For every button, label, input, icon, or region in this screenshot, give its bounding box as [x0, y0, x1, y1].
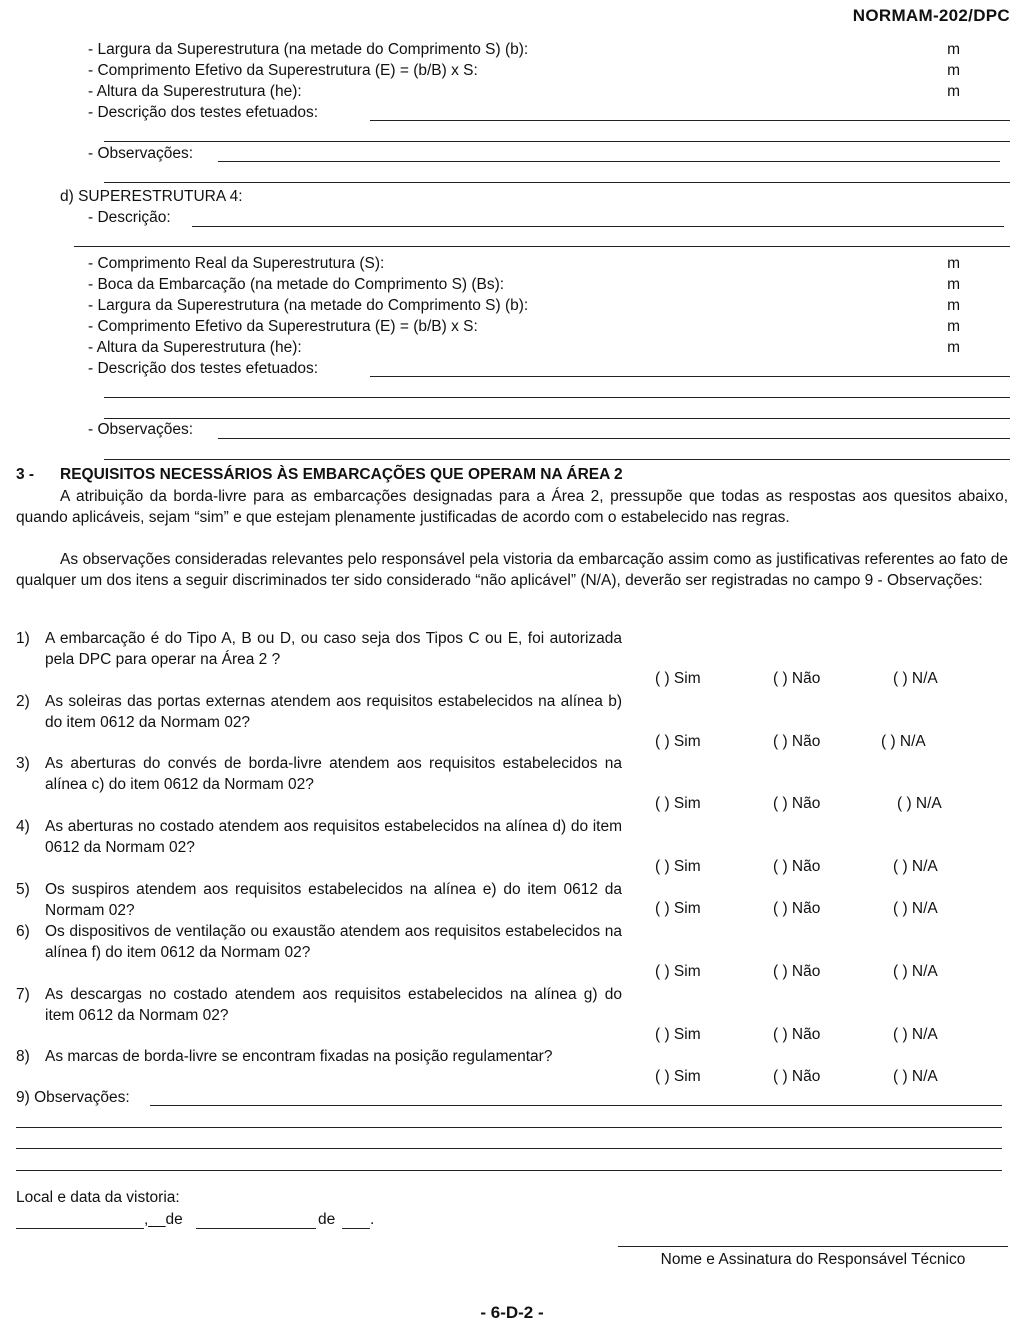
question-text: A embarcação é do Tipo A, B ou D, ou caso seja dos Tipos C ou E, foi autorizada pela DPC para operar na Área 2 ?: [45, 630, 622, 668]
question-number: 5): [16, 881, 30, 898]
comprimento-real-row: [88, 254, 1010, 274]
question-text: As marcas de borda-livre se encontram fixadas na posição regulamentar?: [45, 1048, 553, 1065]
day-month-field[interactable]: [196, 1228, 316, 1229]
comprimento-efetivo-row: [88, 317, 1010, 337]
superestrutura4-title: d) SUPERESTRUTURA 4:: [60, 188, 243, 205]
question-8: [16, 1046, 622, 1067]
signature-line[interactable]: [618, 1246, 1008, 1247]
descricao-line-2[interactable]: [74, 246, 1010, 247]
option-sim[interactable]: ( ) Sim: [655, 858, 701, 875]
option-nao[interactable]: ( ) Não: [773, 670, 821, 687]
row-label: - Largura da Superestrutura (na metade do Comprimento S) (b):: [88, 41, 529, 58]
unit-label: m: [947, 41, 960, 58]
descricao-row: [88, 208, 1010, 228]
question-number: 6): [16, 923, 30, 940]
testes-line-2[interactable]: [104, 397, 1010, 398]
question-2: [16, 691, 622, 733]
option-na[interactable]: ( ) N/A: [893, 858, 938, 875]
local-de-2: de: [318, 1211, 336, 1228]
observacoes-row: [88, 420, 1010, 440]
page-number: - 6-D-2 -: [480, 1303, 544, 1322]
section3-paragraph-2: As observações consideradas relevantes pelo responsável pela vistoria da embarcação assim como as justificativas referentes ao fato de qualquer um dos itens a seguir discriminados ter sido considerado “não aplicável” (N/A), deverão ser registradas no campo 9 - Observações:: [16, 551, 1008, 589]
boca-row: [88, 275, 1010, 295]
option-sim[interactable]: ( ) Sim: [655, 1068, 701, 1085]
question-7: [16, 984, 622, 1026]
option-nao[interactable]: ( ) Não: [773, 795, 821, 812]
row-label: - Altura da Superestrutura (he):: [88, 339, 302, 356]
altura-row: [88, 338, 1010, 358]
option-na[interactable]: ( ) N/A: [893, 1068, 938, 1085]
question-1: [16, 628, 622, 670]
question-number: 1): [16, 630, 30, 647]
option-nao[interactable]: ( ) Não: [773, 858, 821, 875]
option-nao[interactable]: ( ) Não: [773, 1068, 821, 1085]
row-label: - Largura da Superestrutura (na metade do Comprimento S) (b):: [88, 297, 529, 314]
signature-label: Nome e Assinatura do Responsável Técnico: [660, 1251, 966, 1268]
observacoes9-label: 9) Observações:: [16, 1089, 130, 1106]
largura-row: [88, 40, 1010, 60]
question-text: As descargas no costado atendem aos requisitos estabelecidos na alínea g) do item 0612 da Normam 02?: [45, 986, 622, 1024]
question-5: [16, 879, 622, 921]
observacoes-line[interactable]: [218, 438, 1010, 439]
option-sim[interactable]: ( ) Sim: [655, 1026, 701, 1043]
testes-line[interactable]: [370, 376, 1010, 377]
observacoes-label: - Observações:: [88, 145, 194, 162]
local-field[interactable]: [16, 1228, 144, 1229]
unit-label: m: [947, 255, 960, 272]
document-code: NORMAM-202/DPC: [852, 6, 1010, 25]
observacoes-label: - Observações:: [88, 421, 194, 438]
unit-label: m: [947, 339, 960, 356]
testes-label: - Descrição dos testes efetuados:: [88, 360, 319, 377]
year-field[interactable]: [342, 1228, 370, 1229]
option-nao[interactable]: ( ) Não: [773, 963, 821, 980]
question-text: Os suspiros atendem aos requisitos estabelecidos na alínea e) do item 0612 da Normam 02?: [45, 881, 622, 919]
row-label: - Boca da Embarcação (na metade do Comprimento S) (Bs):: [88, 276, 505, 293]
question-text: As aberturas do convés de borda-livre atendem aos requisitos estabelecidos na alínea c) do item 0612 da Normam 02?: [45, 755, 622, 793]
descricao-line[interactable]: [192, 226, 1004, 227]
testes-line-3[interactable]: [104, 418, 1010, 419]
question-3: [16, 753, 622, 795]
unit-label: m: [947, 83, 960, 100]
option-sim[interactable]: ( ) Sim: [655, 733, 701, 750]
option-nao[interactable]: ( ) Não: [773, 1026, 821, 1043]
option-sim[interactable]: ( ) Sim: [655, 795, 701, 812]
question-number: 4): [16, 818, 30, 835]
observacoes-line-2[interactable]: [104, 459, 1010, 460]
testes-label: - Descrição dos testes efetuados:: [88, 104, 319, 121]
local-end: .: [370, 1211, 375, 1228]
section3-number: 3 -: [16, 466, 35, 483]
unit-label: m: [947, 276, 960, 293]
question-6: [16, 921, 622, 963]
unit-label: m: [947, 297, 960, 314]
question-number: 3): [16, 755, 30, 772]
option-na[interactable]: ( ) N/A: [893, 670, 938, 687]
local-de-1: ,__de: [144, 1211, 183, 1228]
question-text: Os dispositivos de ventilação ou exaustão atendem aos requisitos estabelecidos na alínea f) do item 0612 da Normam 02?: [45, 923, 622, 961]
observacoes9-line-4[interactable]: [16, 1170, 1002, 1171]
observacoes-line[interactable]: [218, 161, 1000, 162]
question-number: 7): [16, 986, 30, 1003]
question-number: 8): [16, 1048, 30, 1065]
option-sim[interactable]: ( ) Sim: [655, 670, 701, 687]
option-sim[interactable]: ( ) Sim: [655, 963, 701, 980]
observacoes9-line-2[interactable]: [16, 1127, 1002, 1128]
question-number: 2): [16, 693, 30, 710]
question-4: [16, 816, 622, 858]
unit-label: m: [947, 62, 960, 79]
observacoes9-line-3[interactable]: [16, 1148, 1002, 1149]
question-text: As soleiras das portas externas atendem aos requisitos estabelecidos na alínea b) do item 0612 da Normam 02?: [45, 693, 622, 731]
section3-title: REQUISITOS NECESSÁRIOS ÀS EMBARCAÇÕES QUE OPERAM NA ÁREA 2: [60, 466, 623, 483]
altura-row: [88, 82, 1010, 102]
option-na[interactable]: ( ) N/A: [893, 900, 938, 917]
observacoes9-line-1[interactable]: [150, 1105, 1002, 1106]
option-nao[interactable]: ( ) Não: [773, 900, 821, 917]
unit-label: m: [947, 318, 960, 335]
option-na[interactable]: ( ) N/A: [897, 795, 942, 812]
option-nao[interactable]: ( ) Não: [773, 733, 821, 750]
testes-line-2[interactable]: [104, 141, 1010, 142]
local-data-label: Local e data da vistoria:: [16, 1189, 180, 1206]
option-na[interactable]: ( ) N/A: [893, 963, 938, 980]
question-text: As aberturas no costado atendem aos requisitos estabelecidos na alínea d) do item 0612 da Normam 02?: [45, 818, 622, 856]
option-sim[interactable]: ( ) Sim: [655, 900, 701, 917]
row-label: - Comprimento Efetivo da Superestrutura (E) = (b/B) x S:: [88, 318, 478, 335]
section3-paragraph-1: A atribuição da borda-livre para as embarcações designadas para a Área 2, pressupõe que todas as respostas aos quesitos abaixo, quando aplicáveis, sejam “sim” e que estejam plenamente justificadas de acordo com o estabelecido nas regras.: [16, 488, 1008, 526]
option-na[interactable]: ( ) N/A: [893, 1026, 938, 1043]
row-label: - Comprimento Real da Superestrutura (S):: [88, 255, 385, 272]
option-na[interactable]: ( ) N/A: [881, 733, 926, 750]
descricao-label: - Descrição:: [88, 209, 171, 226]
largura-row: [88, 296, 1010, 316]
comprimento-efetivo-row: [88, 61, 1010, 81]
observacoes-line-2[interactable]: [104, 182, 1010, 183]
row-label: - Comprimento Efetivo da Superestrutura (E) = (b/B) x S:: [88, 62, 478, 79]
row-label: - Altura da Superestrutura (he):: [88, 83, 302, 100]
testes-line[interactable]: [370, 120, 1010, 121]
